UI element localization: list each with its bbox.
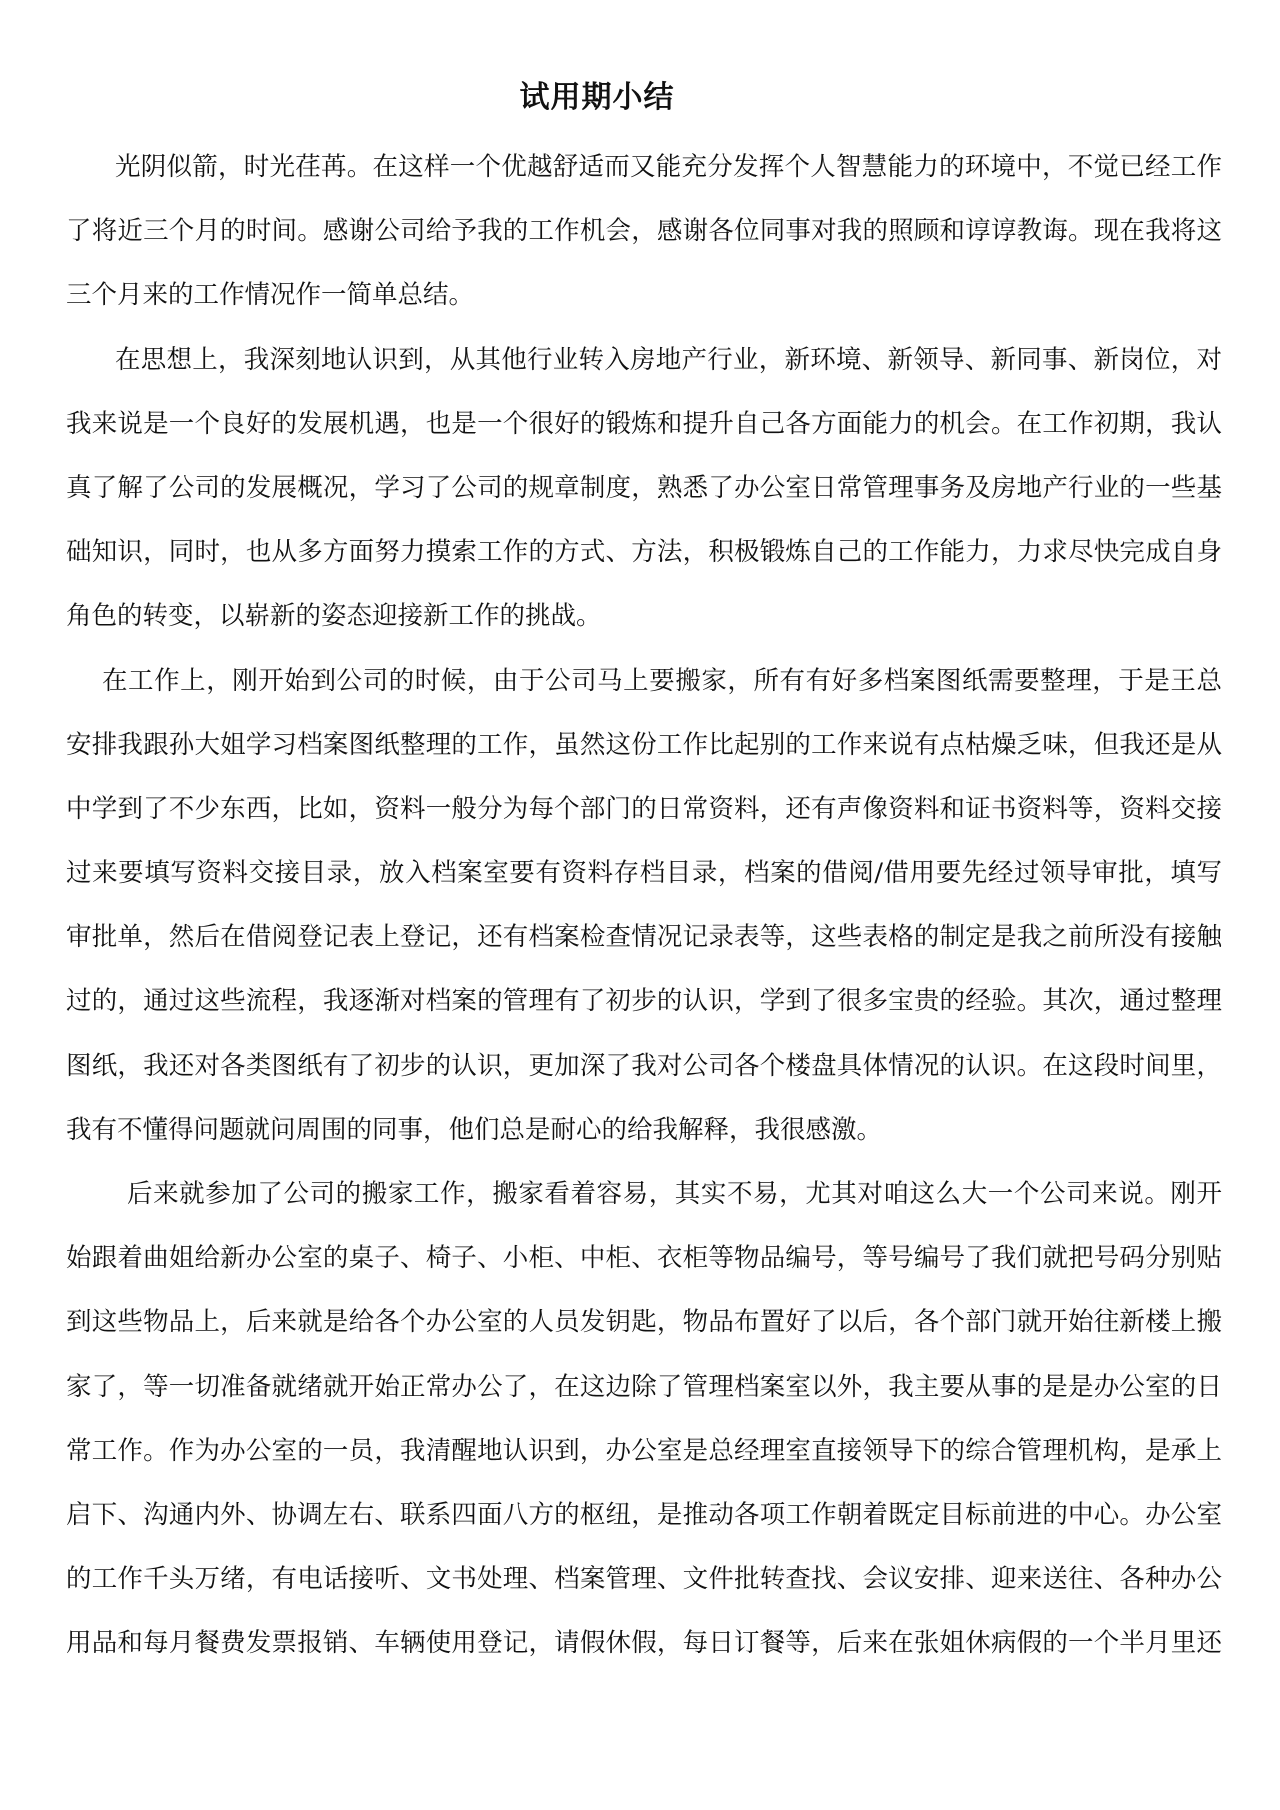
paragraph-intro (66, 135, 1222, 328)
text-line: 的工作千头万绪，有电话接听、文书处理、档案管理、文件批转查找、会议安排、迎来送往、各种办公 (66, 1564, 1222, 1595)
text-line: 在思想上，我深刻地认识到，从其他行业转入房地产行业，新环境、新领导、新同事、新岗位，对 (115, 344, 1222, 375)
text-line: 家了，等一切准备就绪就开始正常办公了，在这边除了管理档案室以外，我主要从事的是是办公室的日 (66, 1371, 1222, 1402)
text-line: 础知识，同时，也从多方面努力摸索工作的方式、方法，积极锻炼自己的工作能力，力求尽快完成自身 (66, 537, 1222, 568)
text-line: 过来要填写资料交接目录，放入档案室要有资料存档目录，档案的借阅/借用要先经过领导审批，填写 (66, 858, 1222, 889)
text-line: 安排我跟孙大姐学习档案图纸整理的工作，虽然这份工作比起别的工作来说有点枯燥乏味，但我还是从 (66, 729, 1222, 760)
text-line: 中学到了不少东西，比如，资料一般分为每个部门的日常资料，还有声像资料和证书资料等，资料交接 (66, 793, 1222, 824)
paragraph-moving (66, 1162, 1222, 1676)
text-line: 审批单，然后在借阅登记表上登记，还有档案检查情况记录表等，这些表格的制定是我之前所没有接触 (66, 922, 1222, 953)
text-line: 三个月来的工作情况作一简单总结。 (66, 280, 475, 311)
paragraph-work (66, 649, 1222, 1163)
document-title: 试用期小结 (519, 80, 675, 115)
text-line: 角色的转变，以崭新的姿态迎接新工作的挑战。 (66, 601, 602, 632)
text-line: 在工作上，刚开始到公司的时候，由于公司马上要搬家，所有有好多档案图纸需要整理，于是王总 (102, 665, 1222, 696)
text-line: 过的，通过这些流程，我逐渐对档案的管理有了初步的认识，学到了很多宝贵的经验。其次，通过整理 (66, 986, 1222, 1017)
text-line: 始跟着曲姐给新办公室的桌子、椅子、小柜、中柜、衣柜等物品编号，等号编号了我们就把号码分别贴 (66, 1243, 1222, 1274)
text-line: 后来就参加了公司的搬家工作，搬家看着容易，其实不易，尤其对咱这么大一个公司来说。刚开 (127, 1179, 1222, 1209)
text-line: 图纸，我还对各类图纸有了初步的认识，更加深了我对公司各个楼盘具体情况的认识。在这段时间里， (66, 1050, 1222, 1081)
text-line: 我来说是一个良好的发展机遇，也是一个很好的锻炼和提升自己各方面能力的机会。在工作初期，我认 (66, 408, 1222, 439)
text-line: 我有不懂得问题就问周围的同事，他们总是耐心的给我解释，我很感激。 (66, 1114, 883, 1145)
text-line: 常工作。作为办公室的一员，我清醒地认识到，办公室是总经理室直接领导下的综合管理机构，是承上 (66, 1435, 1222, 1466)
document-body (66, 135, 1222, 1676)
text-line: 光阴似箭，时光荏苒。在这样一个优越舒适而又能充分发挥个人智慧能力的环境中，不觉已经工作 (115, 152, 1222, 182)
text-line: 了将近三个月的时间。感谢公司给予我的工作机会，感谢各位同事对我的照顾和谆谆教诲。现在我将这 (66, 216, 1222, 247)
text-line: 真了解了公司的发展概况，学习了公司的规章制度，熟悉了办公室日常管理事务及房地产行业的一些基 (66, 472, 1222, 503)
text-line: 用品和每月餐费发票报销、车辆使用登记，请假休假，每日订餐等，后来在张姐休病假的一个半月里还 (66, 1628, 1222, 1659)
text-line: 到这些物品上，后来就是给各个办公室的人员发钥匙，物品布置好了以后，各个部门就开始往新楼上搬 (66, 1307, 1222, 1338)
paragraph-thinking (66, 328, 1222, 649)
text-line: 启下、沟通内外、协调左右、联系四面八方的枢纽，是推动各项工作朝着既定目标前进的中心。办公室 (66, 1499, 1222, 1530)
